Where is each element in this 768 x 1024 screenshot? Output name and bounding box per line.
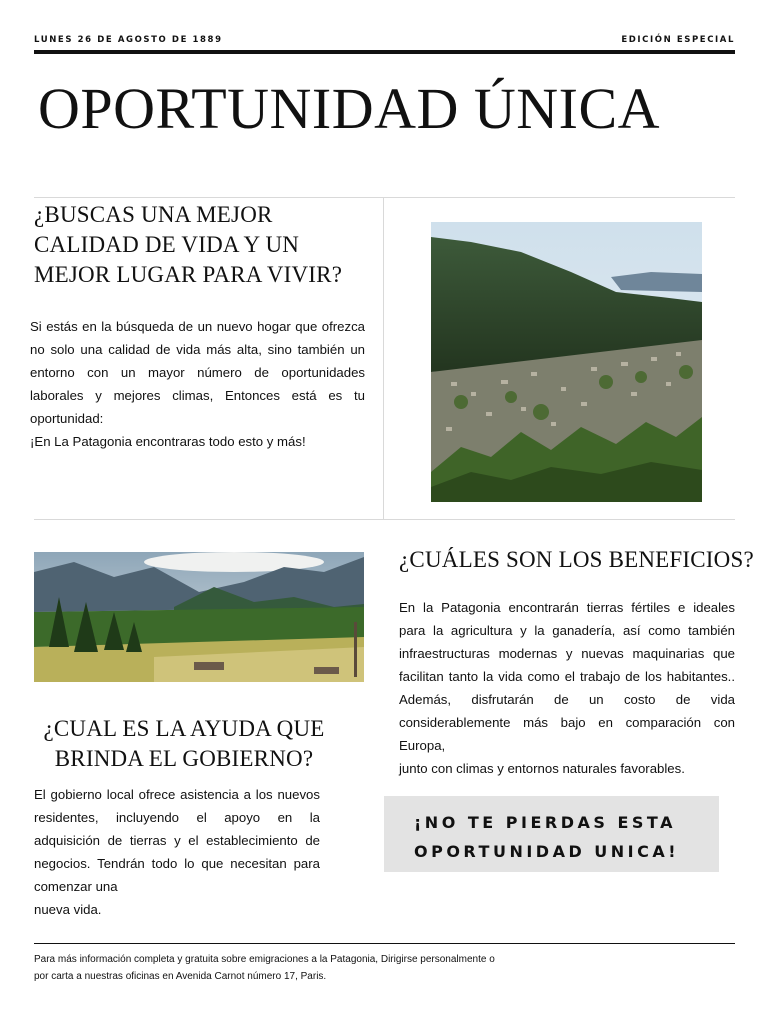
call-to-action-text	[414, 808, 679, 866]
footer-line: Para más información completa y gratuita sobre emigraciones a la Patagonia, Dirigirse personalmente o	[34, 954, 495, 965]
divider-vertical	[383, 198, 384, 520]
body-text-last: ¡En La Patagonia encontraras todo esto y más!	[30, 434, 306, 449]
heading-line: CALIDAD DE VIDA Y UN	[34, 232, 300, 257]
divider-middle	[34, 519, 735, 520]
section-heading-benefits: ¿CUÁLES SON LOS BENEFICIOS?	[399, 547, 754, 572]
section-heading-government	[34, 714, 334, 774]
page-title: OPORTUNIDAD ÚNICA	[38, 76, 661, 141]
cta-line: OPORTUNIDAD UNICA!	[414, 842, 680, 861]
footer-note	[34, 951, 495, 985]
section-quality-of-life	[34, 200, 374, 290]
body-text-last: nueva vida.	[34, 902, 102, 917]
section-body-benefits	[399, 596, 735, 780]
footer-line: por carta a nuestras oficinas en Avenida Carnot número 17, Paris.	[34, 971, 327, 982]
divider-top	[34, 197, 735, 198]
mountain-meadow-photo	[34, 552, 364, 682]
masthead-rule	[34, 50, 735, 54]
cta-line: ¡NO TE PIERDAS ESTA	[414, 813, 676, 832]
heading-line: MEJOR LUGAR PARA VIVIR?	[34, 262, 343, 287]
body-text: Si estás en la búsqueda de un nuevo hogar que ofrezca no solo una calidad de vida más alta, sino también un entorno con un mayor número de oportunidades laborales y mejores climas, Entonces está es tu oportunidad:	[30, 319, 365, 426]
footer-rule	[34, 943, 735, 944]
mountain-meadow-image	[34, 552, 364, 682]
edition-label: EDICIÓN ESPECIAL	[621, 35, 735, 45]
body-text: En la Patagonia encontrarán tierras fértiles e ideales para la agricultura y la ganadería, así como también infraestructuras modernas y nuevas maquinarias que facilitan tanto la vida como el trabajo de los habitantes.. Además, disfrutarán de un costo de vida considerablemente más bajo en comparación con Europa,	[399, 600, 735, 753]
valley-town-image	[431, 222, 702, 502]
body-text-last: junto con climas y entornos naturales favorables.	[399, 761, 685, 776]
section-heading-quality	[34, 200, 374, 290]
section-body-government	[34, 783, 320, 921]
call-to-action-box	[384, 796, 719, 872]
heading-line: BRINDA EL GOBIERNO?	[54, 746, 314, 771]
valley-town-photo	[431, 222, 702, 502]
heading-line: ¿BUSCAS UNA MEJOR	[34, 202, 273, 227]
issue-date: LUNES 26 DE AGOSTO DE 1889	[34, 35, 223, 45]
heading-line: ¿CUAL ES LA AYUDA QUE	[43, 716, 325, 741]
body-text: El gobierno local ofrece asistencia a los nuevos residentes, incluyendo el apoyo en la adquisición de tierras y el establecimiento de negocios. Tendrán todo lo que necesitan para comenzar una	[34, 787, 320, 894]
section-body-quality	[30, 315, 365, 453]
